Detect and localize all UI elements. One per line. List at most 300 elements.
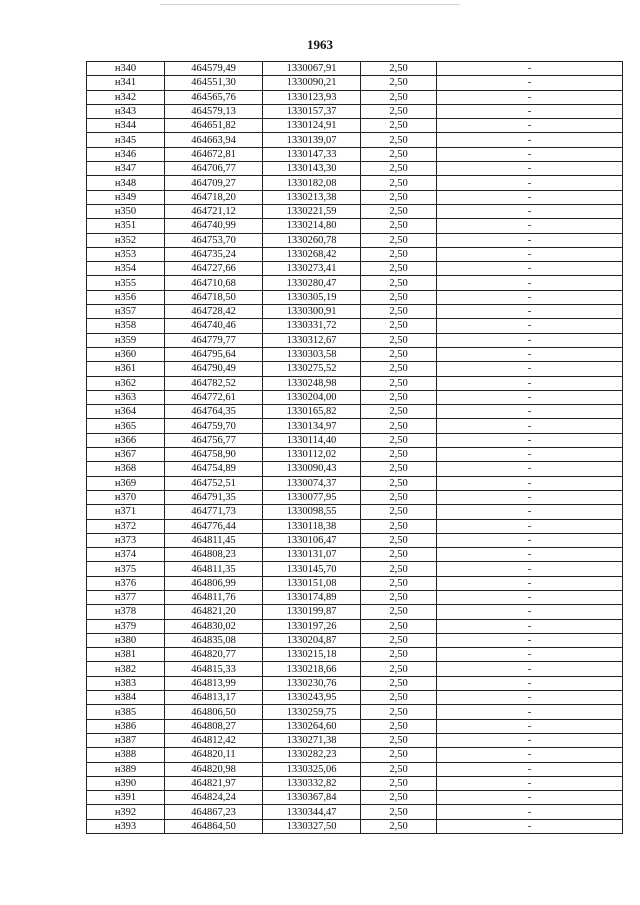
accuracy-cell: 2,50 xyxy=(361,476,437,490)
table-row xyxy=(87,462,623,476)
table-row xyxy=(87,533,623,547)
point-id-cell: н385 xyxy=(87,705,165,719)
x-coordinate-cell: 464812,42 xyxy=(165,733,263,747)
accuracy-cell: 2,50 xyxy=(361,176,437,190)
point-id-cell: н375 xyxy=(87,562,165,576)
accuracy-cell: 2,50 xyxy=(361,347,437,361)
point-id-cell: н380 xyxy=(87,633,165,647)
table-row xyxy=(87,219,623,233)
accuracy-cell: 2,50 xyxy=(361,233,437,247)
point-id-cell: н348 xyxy=(87,176,165,190)
accuracy-cell: 2,50 xyxy=(361,819,437,833)
description-cell: - xyxy=(437,633,623,647)
accuracy-cell: 2,50 xyxy=(361,733,437,747)
x-coordinate-cell: 464821,20 xyxy=(165,605,263,619)
y-coordinate-cell: 1330327,50 xyxy=(263,819,361,833)
table-row xyxy=(87,376,623,390)
accuracy-cell: 2,50 xyxy=(361,576,437,590)
x-coordinate-cell: 464651,82 xyxy=(165,119,263,133)
accuracy-cell: 2,50 xyxy=(361,605,437,619)
scan-edge-line xyxy=(160,4,460,5)
x-coordinate-cell: 464821,97 xyxy=(165,776,263,790)
description-cell: - xyxy=(437,562,623,576)
description-cell: - xyxy=(437,548,623,562)
description-cell: - xyxy=(437,319,623,333)
accuracy-cell: 2,50 xyxy=(361,390,437,404)
y-coordinate-cell: 1330280,47 xyxy=(263,276,361,290)
coordinates-table xyxy=(86,61,623,834)
table-row xyxy=(87,676,623,690)
y-coordinate-cell: 1330215,18 xyxy=(263,648,361,662)
accuracy-cell: 2,50 xyxy=(361,90,437,104)
description-cell: - xyxy=(437,691,623,705)
description-cell: - xyxy=(437,505,623,519)
point-id-cell: н345 xyxy=(87,133,165,147)
point-id-cell: н377 xyxy=(87,590,165,604)
description-cell: - xyxy=(437,419,623,433)
point-id-cell: н346 xyxy=(87,147,165,161)
table-row xyxy=(87,90,623,104)
point-id-cell: н349 xyxy=(87,190,165,204)
y-coordinate-cell: 1330098,55 xyxy=(263,505,361,519)
accuracy-cell: 2,50 xyxy=(361,162,437,176)
description-cell: - xyxy=(437,276,623,290)
point-id-cell: н367 xyxy=(87,448,165,462)
description-cell: - xyxy=(437,147,623,161)
table-row xyxy=(87,548,623,562)
x-coordinate-cell: 464811,45 xyxy=(165,533,263,547)
page-number: 1963 xyxy=(307,37,333,52)
description-cell: - xyxy=(437,448,623,462)
point-id-cell: н387 xyxy=(87,733,165,747)
description-cell: - xyxy=(437,619,623,633)
y-coordinate-cell: 1330112,02 xyxy=(263,448,361,462)
table-row xyxy=(87,476,623,490)
accuracy-cell: 2,50 xyxy=(361,705,437,719)
table-row xyxy=(87,104,623,118)
table-row xyxy=(87,319,623,333)
table-row xyxy=(87,190,623,204)
accuracy-cell: 2,50 xyxy=(361,333,437,347)
table-row xyxy=(87,705,623,719)
accuracy-cell: 2,50 xyxy=(361,362,437,376)
x-coordinate-cell: 464808,27 xyxy=(165,719,263,733)
x-coordinate-cell: 464753,70 xyxy=(165,233,263,247)
accuracy-cell: 2,50 xyxy=(361,319,437,333)
description-cell: - xyxy=(437,62,623,76)
x-coordinate-cell: 464772,61 xyxy=(165,390,263,404)
x-coordinate-cell: 464718,50 xyxy=(165,290,263,304)
accuracy-cell: 2,50 xyxy=(361,548,437,562)
description-cell: - xyxy=(437,176,623,190)
table-row xyxy=(87,362,623,376)
description-cell: - xyxy=(437,462,623,476)
x-coordinate-cell: 464728,42 xyxy=(165,305,263,319)
point-id-cell: н359 xyxy=(87,333,165,347)
accuracy-cell: 2,50 xyxy=(361,104,437,118)
accuracy-cell: 2,50 xyxy=(361,633,437,647)
y-coordinate-cell: 1330282,23 xyxy=(263,748,361,762)
accuracy-cell: 2,50 xyxy=(361,719,437,733)
x-coordinate-cell: 464864,50 xyxy=(165,819,263,833)
x-coordinate-cell: 464806,50 xyxy=(165,705,263,719)
accuracy-cell: 2,50 xyxy=(361,119,437,133)
accuracy-cell: 2,50 xyxy=(361,204,437,218)
description-cell: - xyxy=(437,233,623,247)
description-cell: - xyxy=(437,262,623,276)
point-id-cell: н356 xyxy=(87,290,165,304)
y-coordinate-cell: 1330197,26 xyxy=(263,619,361,633)
accuracy-cell: 2,50 xyxy=(361,262,437,276)
y-coordinate-cell: 1330165,82 xyxy=(263,405,361,419)
x-coordinate-cell: 464782,52 xyxy=(165,376,263,390)
x-coordinate-cell: 464795,64 xyxy=(165,347,263,361)
accuracy-cell: 2,50 xyxy=(361,805,437,819)
table-row xyxy=(87,805,623,819)
point-id-cell: н374 xyxy=(87,548,165,562)
x-coordinate-cell: 464565,76 xyxy=(165,90,263,104)
x-coordinate-cell: 464791,35 xyxy=(165,490,263,504)
description-cell: - xyxy=(437,733,623,747)
table-row xyxy=(87,390,623,404)
table-row xyxy=(87,590,623,604)
y-coordinate-cell: 1330204,00 xyxy=(263,390,361,404)
point-id-cell: н388 xyxy=(87,748,165,762)
table-row xyxy=(87,347,623,361)
x-coordinate-cell: 464740,99 xyxy=(165,219,263,233)
x-coordinate-cell: 464811,35 xyxy=(165,562,263,576)
x-coordinate-cell: 464764,35 xyxy=(165,405,263,419)
description-cell: - xyxy=(437,104,623,118)
x-coordinate-cell: 464551,30 xyxy=(165,76,263,90)
point-id-cell: н370 xyxy=(87,490,165,504)
description-cell: - xyxy=(437,90,623,104)
y-coordinate-cell: 1330268,42 xyxy=(263,247,361,261)
accuracy-cell: 2,50 xyxy=(361,490,437,504)
y-coordinate-cell: 1330248,98 xyxy=(263,376,361,390)
table-row xyxy=(87,448,623,462)
accuracy-cell: 2,50 xyxy=(361,290,437,304)
y-coordinate-cell: 1330303,58 xyxy=(263,347,361,361)
y-coordinate-cell: 1330134,97 xyxy=(263,419,361,433)
x-coordinate-cell: 464811,76 xyxy=(165,590,263,604)
table-row xyxy=(87,419,623,433)
table-row xyxy=(87,662,623,676)
point-id-cell: н369 xyxy=(87,476,165,490)
point-id-cell: н364 xyxy=(87,405,165,419)
point-id-cell: н393 xyxy=(87,819,165,833)
accuracy-cell: 2,50 xyxy=(361,590,437,604)
x-coordinate-cell: 464754,89 xyxy=(165,462,263,476)
x-coordinate-cell: 464752,51 xyxy=(165,476,263,490)
x-coordinate-cell: 464771,73 xyxy=(165,505,263,519)
description-cell: - xyxy=(437,119,623,133)
table-row xyxy=(87,305,623,319)
description-cell: - xyxy=(437,648,623,662)
point-id-cell: н351 xyxy=(87,219,165,233)
accuracy-cell: 2,50 xyxy=(361,76,437,90)
x-coordinate-cell: 464813,17 xyxy=(165,691,263,705)
y-coordinate-cell: 1330275,52 xyxy=(263,362,361,376)
x-coordinate-cell: 464756,77 xyxy=(165,433,263,447)
x-coordinate-cell: 464820,11 xyxy=(165,748,263,762)
description-cell: - xyxy=(437,76,623,90)
point-id-cell: н389 xyxy=(87,762,165,776)
x-coordinate-cell: 464735,24 xyxy=(165,247,263,261)
table-row xyxy=(87,290,623,304)
point-id-cell: н362 xyxy=(87,376,165,390)
accuracy-cell: 2,50 xyxy=(361,748,437,762)
table-row xyxy=(87,204,623,218)
y-coordinate-cell: 1330077,95 xyxy=(263,490,361,504)
x-coordinate-cell: 464718,20 xyxy=(165,190,263,204)
y-coordinate-cell: 1330300,91 xyxy=(263,305,361,319)
point-id-cell: н360 xyxy=(87,347,165,361)
x-coordinate-cell: 464776,44 xyxy=(165,519,263,533)
y-coordinate-cell: 1330174,89 xyxy=(263,590,361,604)
point-id-cell: н340 xyxy=(87,62,165,76)
table-row xyxy=(87,719,623,733)
y-coordinate-cell: 1330344,47 xyxy=(263,805,361,819)
y-coordinate-cell: 1330259,75 xyxy=(263,705,361,719)
x-coordinate-cell: 464830,02 xyxy=(165,619,263,633)
description-cell: - xyxy=(437,362,623,376)
description-cell: - xyxy=(437,533,623,547)
y-coordinate-cell: 1330273,41 xyxy=(263,262,361,276)
y-coordinate-cell: 1330230,76 xyxy=(263,676,361,690)
x-coordinate-cell: 464740,46 xyxy=(165,319,263,333)
x-coordinate-cell: 464727,66 xyxy=(165,262,263,276)
x-coordinate-cell: 464824,24 xyxy=(165,791,263,805)
description-cell: - xyxy=(437,748,623,762)
y-coordinate-cell: 1330264,60 xyxy=(263,719,361,733)
table-row xyxy=(87,62,623,76)
table-row xyxy=(87,262,623,276)
x-coordinate-cell: 464815,33 xyxy=(165,662,263,676)
accuracy-cell: 2,50 xyxy=(361,791,437,805)
point-id-cell: н381 xyxy=(87,648,165,662)
table-row xyxy=(87,633,623,647)
y-coordinate-cell: 1330106,47 xyxy=(263,533,361,547)
accuracy-cell: 2,50 xyxy=(361,505,437,519)
table-row xyxy=(87,76,623,90)
description-cell: - xyxy=(437,590,623,604)
y-coordinate-cell: 1330214,80 xyxy=(263,219,361,233)
point-id-cell: н391 xyxy=(87,791,165,805)
point-id-cell: н341 xyxy=(87,76,165,90)
y-coordinate-cell: 1330367,84 xyxy=(263,791,361,805)
table-row xyxy=(87,119,623,133)
point-id-cell: н358 xyxy=(87,319,165,333)
point-id-cell: н361 xyxy=(87,362,165,376)
accuracy-cell: 2,50 xyxy=(361,276,437,290)
point-id-cell: н357 xyxy=(87,305,165,319)
y-coordinate-cell: 1330260,78 xyxy=(263,233,361,247)
y-coordinate-cell: 1330305,19 xyxy=(263,290,361,304)
y-coordinate-cell: 1330221,59 xyxy=(263,204,361,218)
y-coordinate-cell: 1330090,21 xyxy=(263,76,361,90)
table-row xyxy=(87,276,623,290)
accuracy-cell: 2,50 xyxy=(361,62,437,76)
table-row xyxy=(87,619,623,633)
accuracy-cell: 2,50 xyxy=(361,662,437,676)
table-row xyxy=(87,176,623,190)
y-coordinate-cell: 1330325,06 xyxy=(263,762,361,776)
point-id-cell: н384 xyxy=(87,691,165,705)
x-coordinate-cell: 464835,08 xyxy=(165,633,263,647)
table-row xyxy=(87,648,623,662)
table-row xyxy=(87,748,623,762)
point-id-cell: н354 xyxy=(87,262,165,276)
coordinates-table-body xyxy=(87,62,623,834)
description-cell: - xyxy=(437,605,623,619)
accuracy-cell: 2,50 xyxy=(361,648,437,662)
table-row xyxy=(87,819,623,833)
y-coordinate-cell: 1330147,33 xyxy=(263,147,361,161)
accuracy-cell: 2,50 xyxy=(361,448,437,462)
table-row xyxy=(87,147,623,161)
point-id-cell: н352 xyxy=(87,233,165,247)
point-id-cell: н376 xyxy=(87,576,165,590)
y-coordinate-cell: 1330123,93 xyxy=(263,90,361,104)
description-cell: - xyxy=(437,791,623,805)
table-row xyxy=(87,233,623,247)
table-row xyxy=(87,133,623,147)
table-row xyxy=(87,433,623,447)
description-cell: - xyxy=(437,776,623,790)
y-coordinate-cell: 1330143,30 xyxy=(263,162,361,176)
description-cell: - xyxy=(437,519,623,533)
point-id-cell: н373 xyxy=(87,533,165,547)
description-cell: - xyxy=(437,576,623,590)
y-coordinate-cell: 1330118,38 xyxy=(263,519,361,533)
accuracy-cell: 2,50 xyxy=(361,676,437,690)
x-coordinate-cell: 464706,77 xyxy=(165,162,263,176)
table-row xyxy=(87,490,623,504)
table-row xyxy=(87,605,623,619)
accuracy-cell: 2,50 xyxy=(361,305,437,319)
accuracy-cell: 2,50 xyxy=(361,762,437,776)
accuracy-cell: 2,50 xyxy=(361,419,437,433)
y-coordinate-cell: 1330114,40 xyxy=(263,433,361,447)
accuracy-cell: 2,50 xyxy=(361,562,437,576)
y-coordinate-cell: 1330199,87 xyxy=(263,605,361,619)
accuracy-cell: 2,50 xyxy=(361,619,437,633)
accuracy-cell: 2,50 xyxy=(361,405,437,419)
description-cell: - xyxy=(437,819,623,833)
description-cell: - xyxy=(437,347,623,361)
accuracy-cell: 2,50 xyxy=(361,691,437,705)
table-row xyxy=(87,519,623,533)
description-cell: - xyxy=(437,219,623,233)
x-coordinate-cell: 464779,77 xyxy=(165,333,263,347)
point-id-cell: н366 xyxy=(87,433,165,447)
y-coordinate-cell: 1330271,38 xyxy=(263,733,361,747)
point-id-cell: н386 xyxy=(87,719,165,733)
x-coordinate-cell: 464672,81 xyxy=(165,147,263,161)
y-coordinate-cell: 1330332,82 xyxy=(263,776,361,790)
y-coordinate-cell: 1330074,37 xyxy=(263,476,361,490)
description-cell: - xyxy=(437,719,623,733)
x-coordinate-cell: 464808,23 xyxy=(165,548,263,562)
description-cell: - xyxy=(437,662,623,676)
point-id-cell: н378 xyxy=(87,605,165,619)
table-row xyxy=(87,562,623,576)
point-id-cell: н392 xyxy=(87,805,165,819)
table-row xyxy=(87,776,623,790)
description-cell: - xyxy=(437,305,623,319)
y-coordinate-cell: 1330331,72 xyxy=(263,319,361,333)
y-coordinate-cell: 1330067,91 xyxy=(263,62,361,76)
x-coordinate-cell: 464709,27 xyxy=(165,176,263,190)
x-coordinate-cell: 464710,68 xyxy=(165,276,263,290)
description-cell: - xyxy=(437,490,623,504)
point-id-cell: н382 xyxy=(87,662,165,676)
x-coordinate-cell: 464721,12 xyxy=(165,204,263,218)
description-cell: - xyxy=(437,333,623,347)
y-coordinate-cell: 1330131,07 xyxy=(263,548,361,562)
accuracy-cell: 2,50 xyxy=(361,433,437,447)
description-cell: - xyxy=(437,247,623,261)
description-cell: - xyxy=(437,390,623,404)
description-cell: - xyxy=(437,133,623,147)
table-row xyxy=(87,691,623,705)
y-coordinate-cell: 1330090,43 xyxy=(263,462,361,476)
point-id-cell: н353 xyxy=(87,247,165,261)
y-coordinate-cell: 1330124,91 xyxy=(263,119,361,133)
x-coordinate-cell: 464663,94 xyxy=(165,133,263,147)
x-coordinate-cell: 464813,99 xyxy=(165,676,263,690)
description-cell: - xyxy=(437,433,623,447)
description-cell: - xyxy=(437,705,623,719)
point-id-cell: н344 xyxy=(87,119,165,133)
description-cell: - xyxy=(437,204,623,218)
x-coordinate-cell: 464758,90 xyxy=(165,448,263,462)
accuracy-cell: 2,50 xyxy=(361,462,437,476)
description-cell: - xyxy=(437,476,623,490)
table-row xyxy=(87,791,623,805)
point-id-cell: н368 xyxy=(87,462,165,476)
accuracy-cell: 2,50 xyxy=(361,776,437,790)
x-coordinate-cell: 464806,99 xyxy=(165,576,263,590)
point-id-cell: н390 xyxy=(87,776,165,790)
table-row xyxy=(87,162,623,176)
description-cell: - xyxy=(437,290,623,304)
accuracy-cell: 2,50 xyxy=(361,376,437,390)
point-id-cell: н365 xyxy=(87,419,165,433)
description-cell: - xyxy=(437,805,623,819)
table-row xyxy=(87,505,623,519)
table-row xyxy=(87,762,623,776)
y-coordinate-cell: 1330213,38 xyxy=(263,190,361,204)
y-coordinate-cell: 1330312,67 xyxy=(263,333,361,347)
point-id-cell: н383 xyxy=(87,676,165,690)
y-coordinate-cell: 1330157,37 xyxy=(263,104,361,118)
y-coordinate-cell: 1330243,95 xyxy=(263,691,361,705)
description-cell: - xyxy=(437,676,623,690)
description-cell: - xyxy=(437,405,623,419)
accuracy-cell: 2,50 xyxy=(361,190,437,204)
x-coordinate-cell: 464579,49 xyxy=(165,62,263,76)
accuracy-cell: 2,50 xyxy=(361,147,437,161)
y-coordinate-cell: 1330151,08 xyxy=(263,576,361,590)
table-row xyxy=(87,576,623,590)
table-row xyxy=(87,333,623,347)
point-id-cell: н363 xyxy=(87,390,165,404)
point-id-cell: н350 xyxy=(87,204,165,218)
accuracy-cell: 2,50 xyxy=(361,533,437,547)
x-coordinate-cell: 464820,77 xyxy=(165,648,263,662)
